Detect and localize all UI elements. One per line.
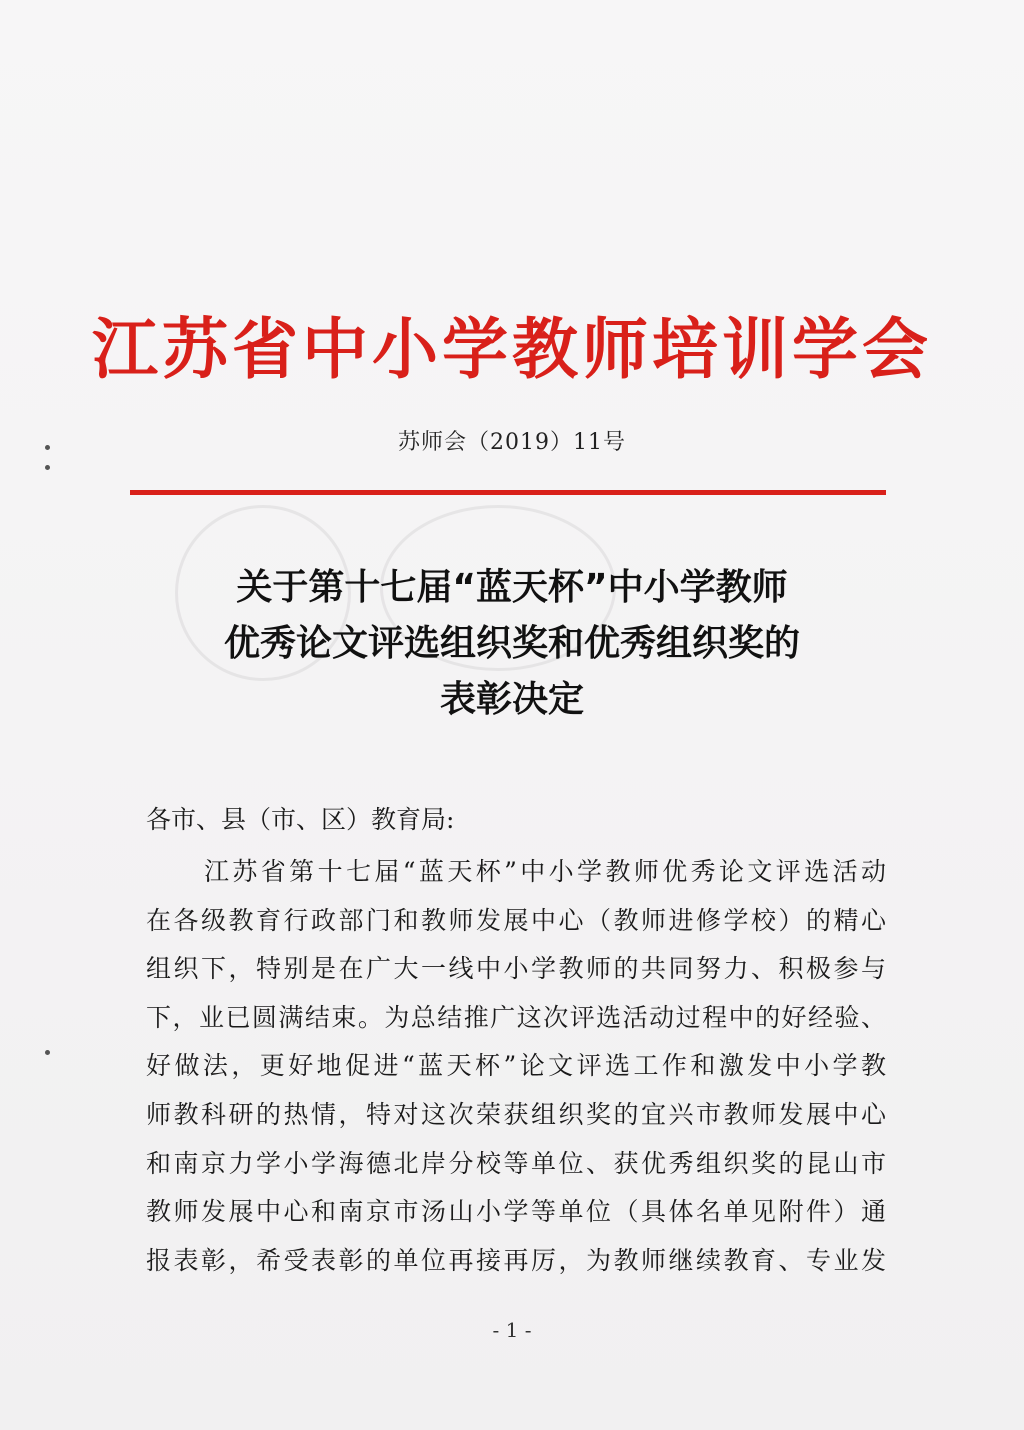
body-line: 报表彰，希受表彰的单位再接再厉，为教师继续教育、专业发 — [146, 1245, 886, 1275]
title-line: 优秀论文评选组织奖和优秀组织奖的 — [223, 623, 800, 664]
body-line: 江苏省第十七届“蓝天杯”中小学教师优秀论文评选活动 — [204, 857, 886, 886]
scan-mark — [45, 465, 50, 470]
organization-header: 江苏省中小学教师培训学会 — [92, 311, 932, 388]
title-line: 关于第十七届“蓝天杯”中小学教师 — [236, 567, 788, 608]
body-line: 和南京力学小学海德北岸分校等单位、获优秀组织奖的昆山市 — [146, 1148, 886, 1178]
body-line: 好做法，更好地促进“蓝天杯”论文评选工作和激发中小学教 — [146, 1051, 886, 1081]
body-line: 师教科研的热情，特对这次荣获组织奖的宜兴市教师发展中心 — [146, 1099, 886, 1129]
body-line: 组织下，特别是在广大一线中小学教师的共同努力、积极参与 — [146, 954, 886, 984]
body-line: 下，业已圆满结束。为总结推广这次评选活动过程中的好经验、 — [146, 1002, 886, 1032]
scan-mark — [45, 1050, 50, 1055]
body-line: 在各级教育行政部门和教师发展中心（教师进修学校）的精心 — [146, 905, 886, 935]
document-number: 苏师会（2019）11号 — [398, 430, 626, 455]
body-line: 教师发展中心和南京市汤山小学等单位（具体名单见附件）通 — [146, 1197, 886, 1227]
document-title — [0, 560, 1024, 728]
salutation: 各市、县（市、区）教育局: — [146, 805, 455, 834]
red-divider-line — [130, 490, 886, 495]
page-number: - 1 - — [492, 1318, 532, 1342]
title-line: 表彰决定 — [439, 679, 584, 720]
body-paragraph — [146, 848, 886, 1285]
